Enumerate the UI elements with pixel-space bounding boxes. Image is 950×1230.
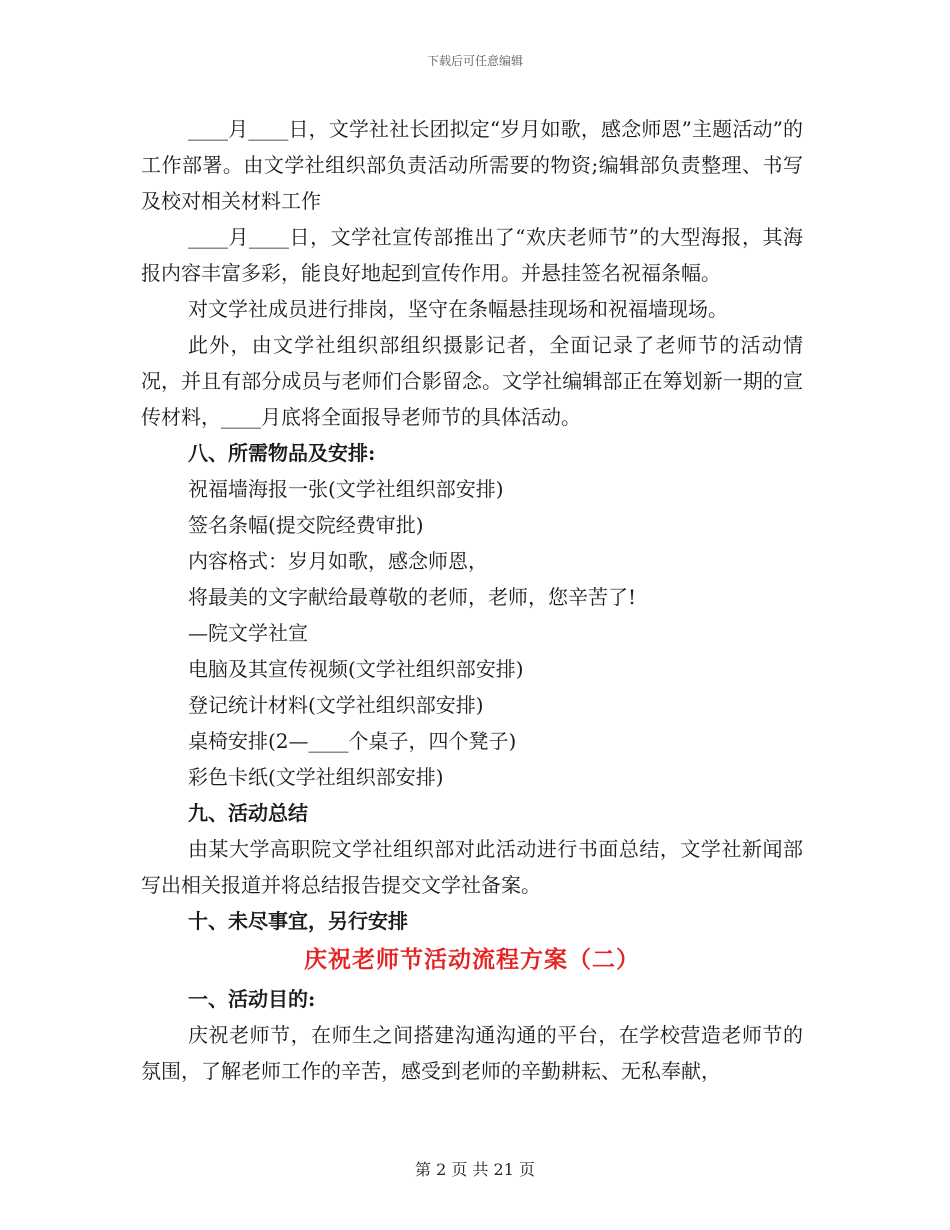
document-title: 庆祝老师节活动流程方案（二） xyxy=(304,946,640,973)
section-1-text: 庆祝老师节，在师生之间搭建沟通沟通的平台，在学校营造老师节的氛围，了解老师工作的辛苦，感受到老师的辛勤耕耘、无私奉献， xyxy=(141,1023,803,1083)
section-8-heading: 八、所需物品及安排: xyxy=(188,441,376,465)
section-1-heading: 一、活动目的: xyxy=(188,987,316,1011)
list-item: —院文学社宣 xyxy=(188,621,308,645)
paragraph-3: 对文学社成员进行排岗，坚守在条幅悬挂现场和祝福墙现场。 xyxy=(188,297,728,321)
document-body xyxy=(141,111,803,1089)
paragraph-1: ____月____日，文学社社长团拟定“岁月如歌，感念师恩”主题活动”的工作部署。由文学社组织部负责活动所需要的物资;编辑部负责整理、书写及校对相关材料工作 xyxy=(141,117,803,213)
page-header-note: 下载后可任意编辑 xyxy=(426,54,523,68)
section-9-heading: 九、活动总结 xyxy=(188,801,308,825)
list-item: 签名条幅(提交院经费审批) xyxy=(188,513,424,537)
list-item: 内容格式：岁月如歌，感念师恩， xyxy=(188,549,488,573)
paragraph-4: 此外，由文学社组织部组织摄影记者，全面记录了老师节的活动情况，并且有部分成员与老师们合影留念。文学社编辑部正在筹划新一期的宣传材料，____月底将全面报导老师节的具体活动。 xyxy=(141,333,803,429)
section-10-heading: 十、未尽事宜，另行安排 xyxy=(188,909,408,933)
list-item: 将最美的文字献给最尊敬的老师，老师，您辛苦了! xyxy=(188,585,637,609)
list-item: 电脑及其宣传视频(文学社组织部安排) xyxy=(188,657,524,681)
list-item: 桌椅安排(2—____个桌子，四个凳子) xyxy=(188,729,517,753)
list-item: 彩色卡纸(文学社组织部安排) xyxy=(188,765,444,789)
section-9-text: 由某大学高职院文学社组织部对此活动进行书面总结，文学社新闻部写出相关报道并将总结报告提交文学社备案。 xyxy=(141,837,803,897)
list-item: 登记统计材料(文学社组织部安排) xyxy=(188,693,484,717)
paragraph-2: ____月____日，文学社宣传部推出了“欢庆老师节”的大型海报，其海报内容丰富多彩，能良好地起到宣传作用。并悬挂签名祝福条幅。 xyxy=(141,225,803,285)
list-item: 祝福墙海报一张(文学社组织部安排) xyxy=(188,477,504,501)
page-number: 第 2 页 共 21 页 xyxy=(415,1160,535,1179)
